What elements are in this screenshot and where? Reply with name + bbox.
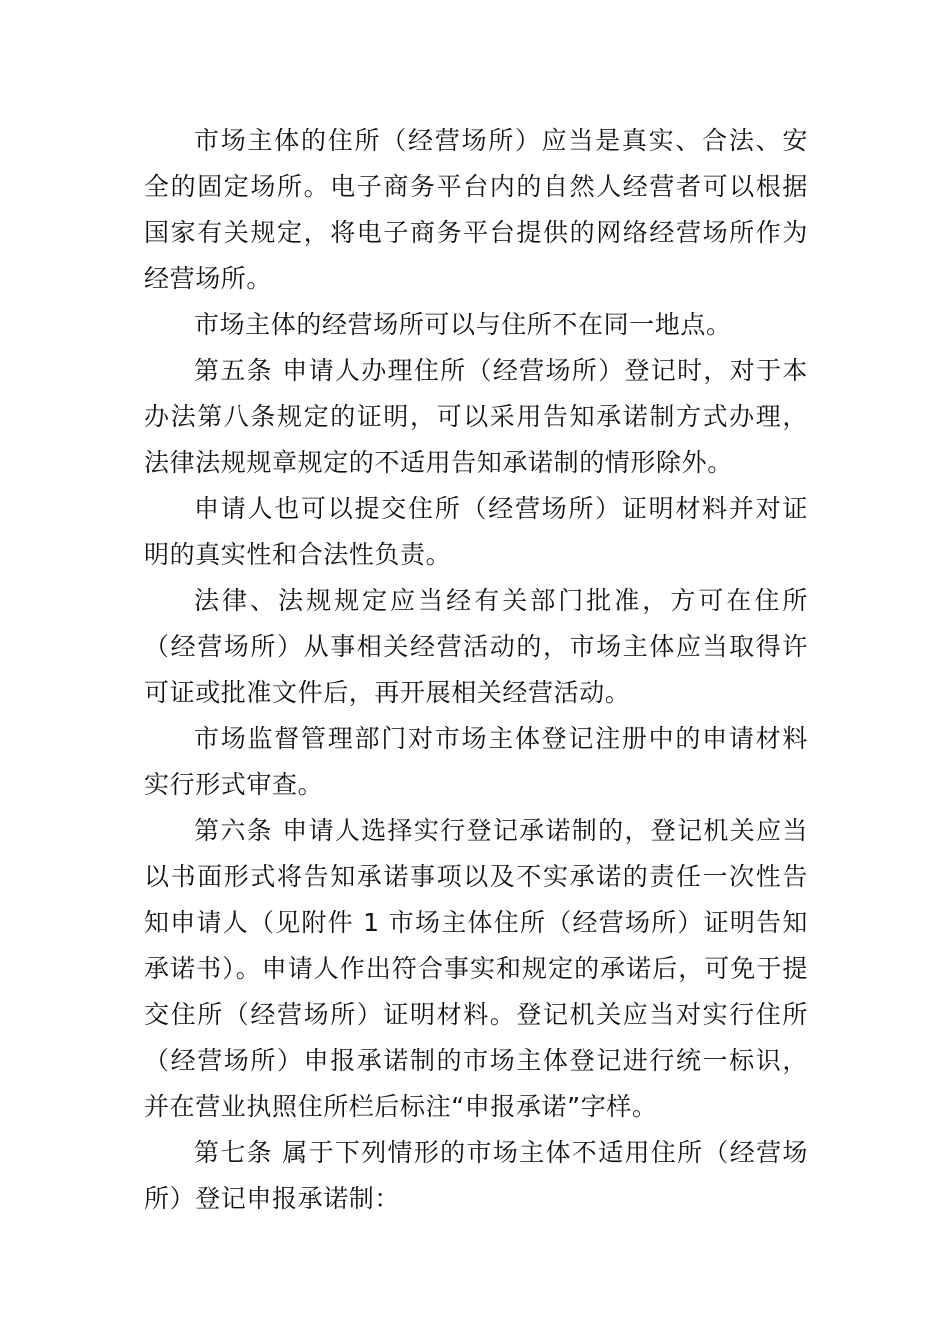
- paragraph-formal-review: 市场监督管理部门对市场主体登记注册中的申请材料实行形式审查。: [144, 724, 808, 799]
- paragraph-business-premises-location: 市场主体的经营场所可以与住所不在同一地点。: [194, 310, 732, 339]
- paragraph-submit-proof-materials: 申请人也可以提交住所（经营场所）证明材料并对证明的真实性和合法性负责。: [144, 494, 808, 569]
- paragraph-article-7: 第七条 属于下列情形的市场主体不适用住所（经营场所）登记申报承诺制：: [144, 1138, 808, 1213]
- document-body: [144, 118, 808, 1222]
- paragraph-article-6: 第六条 申请人选择实行登记承诺制的，登记机关应当以书面形式将告知承诺事项以及不实承诺的责任一次性告 知申请人（见附件 1 市场主体住所（经营场所）证明告知承诺书）。申请人作出符合事实和规定的承诺后，可免于提交住所（经营场所）证明材料。登记机关应当对实行住所（经营场所）申报承诺制的市场主体登记进行统一标识，并在营业执照住所栏后标注“申报承诺”字样。: [144, 816, 808, 1121]
- paragraph-residence-requirements: 市场主体的住所（经营场所）应当是真实、合法、安全的固定场所。电子商务平台内的自然人经营者可以根据国家有关规定，将电子商务平台提供的网络经营场所作为经营场所。: [144, 126, 808, 293]
- paragraph-article-5: 第五条 申请人办理住所（经营场所）登记时，对于本办法第八条规定的证明，可以采用告知承诺制方式办理，法律法规规章规定的不适用告知承诺制的情形除外。: [144, 356, 808, 477]
- paragraph-approval-required: 法律、法规规定应当经有关部门批准，方可在住所（经营场所）从事相关经营活动的，市场主体应当取得许可证或批准文件后，再开展相关经营活动。: [144, 586, 808, 707]
